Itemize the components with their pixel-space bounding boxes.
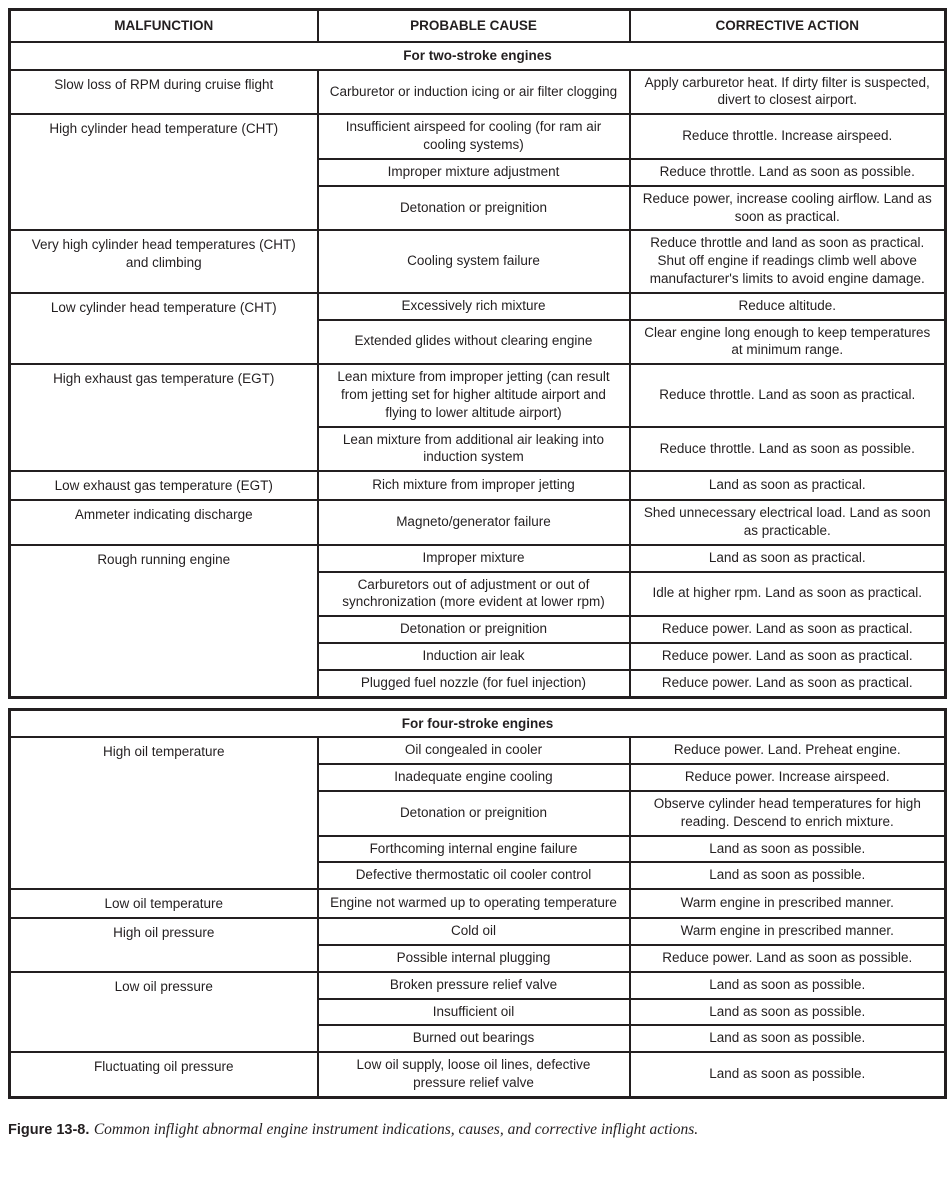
probable-cause-cell: Detonation or preignition <box>318 791 630 836</box>
table-row <box>10 364 946 426</box>
probable-cause-cell: Engine not warmed up to operating temperature <box>318 889 630 918</box>
corrective-action-cell: Idle at higher rpm. Land as soon as practical. <box>630 572 946 617</box>
table-separator <box>8 699 944 708</box>
malfunction-cell: Low exhaust gas temperature (EGT) <box>10 471 318 500</box>
column-header-probable-cause: PROBABLE CAUSE <box>318 10 630 42</box>
corrective-action-cell: Warm engine in prescribed manner. <box>630 918 946 945</box>
probable-cause-cell: Extended glides without clearing engine <box>318 320 630 365</box>
malfunction-cell: High exhaust gas temperature (EGT) <box>10 364 318 471</box>
malfunction-cell: Low cylinder head temperature (CHT) <box>10 293 318 364</box>
probable-cause-cell: Inadequate engine cooling <box>318 764 630 791</box>
table-row <box>10 230 946 292</box>
probable-cause-cell: Magneto/generator failure <box>318 500 630 545</box>
column-header-malfunction: MALFUNCTION <box>10 10 318 42</box>
probable-cause-cell: Detonation or preignition <box>318 616 630 643</box>
probable-cause-cell: Defective thermostatic oil cooler control <box>318 862 630 889</box>
probable-cause-cell: Cooling system failure <box>318 230 630 292</box>
malfunction-cell: Fluctuating oil pressure <box>10 1052 318 1097</box>
malfunction-cell: Slow loss of RPM during cruise flight <box>10 70 318 115</box>
table-row <box>10 293 946 320</box>
corrective-action-cell: Land as soon as practical. <box>630 471 946 500</box>
column-header-row <box>10 10 946 42</box>
corrective-action-cell: Land as soon as possible. <box>630 862 946 889</box>
probable-cause-cell: Detonation or preignition <box>318 186 630 231</box>
section-title-row <box>10 709 946 737</box>
table-row <box>10 1052 946 1097</box>
corrective-action-cell: Land as soon as possible. <box>630 1052 946 1097</box>
corrective-action-cell: Reduce power. Increase airspeed. <box>630 764 946 791</box>
section-title: For four-stroke engines <box>10 709 946 737</box>
probable-cause-cell: Forthcoming internal engine failure <box>318 836 630 863</box>
corrective-action-cell: Reduce throttle. Increase airspeed. <box>630 114 946 159</box>
probable-cause-cell: Low oil supply, loose oil lines, defective pressure relief valve <box>318 1052 630 1097</box>
figure-caption-text: Common inflight abnormal engine instrument indications, causes, and corrective inflight actions. <box>93 1120 699 1138</box>
two-stroke-engines-table <box>8 8 947 699</box>
corrective-action-cell: Reduce power, increase cooling airflow. Land as soon as practical. <box>630 186 946 231</box>
corrective-action-cell: Reduce power. Land as soon as practical. <box>630 670 946 697</box>
probable-cause-cell: Insufficient airspeed for cooling (for ram air cooling systems) <box>318 114 630 159</box>
probable-cause-cell: Oil congealed in cooler <box>318 737 630 764</box>
corrective-action-cell: Reduce power. Land as soon as practical. <box>630 643 946 670</box>
malfunction-cell: High oil pressure <box>10 918 318 972</box>
corrective-action-cell: Reduce altitude. <box>630 293 946 320</box>
probable-cause-cell: Broken pressure relief valve <box>318 972 630 999</box>
probable-cause-cell: Induction air leak <box>318 643 630 670</box>
probable-cause-cell: Excessively rich mixture <box>318 293 630 320</box>
corrective-action-cell: Land as soon as possible. <box>630 999 946 1026</box>
corrective-action-cell: Land as soon as possible. <box>630 836 946 863</box>
corrective-action-cell: Reduce throttle. Land as soon as possible. <box>630 159 946 186</box>
table-row <box>10 918 946 945</box>
corrective-action-cell: Land as soon as practical. <box>630 545 946 572</box>
table-row <box>10 70 946 115</box>
probable-cause-cell: Carburetors out of adjustment or out of synchronization (more evident at lower rpm) <box>318 572 630 617</box>
malfunction-cell: Low oil pressure <box>10 972 318 1052</box>
section-title-row <box>10 42 946 70</box>
corrective-action-cell: Land as soon as possible. <box>630 972 946 999</box>
probable-cause-cell: Rich mixture from improper jetting <box>318 471 630 500</box>
probable-cause-cell: Carburetor or induction icing or air filter clogging <box>318 70 630 115</box>
corrective-action-cell: Clear engine long enough to keep temperatures at minimum range. <box>630 320 946 365</box>
corrective-action-cell: Reduce power. Land as soon as practical. <box>630 616 946 643</box>
table-row <box>10 889 946 918</box>
malfunction-cell: High oil temperature <box>10 737 318 889</box>
malfunction-cell: Low oil temperature <box>10 889 318 918</box>
figure-caption <box>8 1121 944 1139</box>
corrective-action-cell: Land as soon as possible. <box>630 1025 946 1052</box>
malfunction-cell: Ammeter indicating discharge <box>10 500 318 545</box>
corrective-action-cell: Reduce throttle. Land as soon as practical. <box>630 364 946 426</box>
table-row <box>10 114 946 159</box>
corrective-action-cell: Apply carburetor heat. If dirty filter is suspected, divert to closest airport. <box>630 70 946 115</box>
table-row <box>10 471 946 500</box>
probable-cause-cell: Lean mixture from additional air leaking into induction system <box>318 427 630 472</box>
figure-caption-label: Figure 13-8. <box>8 1121 90 1138</box>
corrective-action-cell: Shed unnecessary electrical load. Land as soon as practicable. <box>630 500 946 545</box>
table-row <box>10 972 946 999</box>
malfunction-cell: High cylinder head temperature (CHT) <box>10 114 318 230</box>
four-stroke-engines-table <box>8 708 947 1099</box>
table-row <box>10 500 946 545</box>
probable-cause-cell: Improper mixture adjustment <box>318 159 630 186</box>
corrective-action-cell: Reduce throttle and land as soon as practical. Shut off engine if readings climb well above manufacturer's limits to avoid engine damage. <box>630 230 946 292</box>
corrective-action-cell: Warm engine in prescribed manner. <box>630 889 946 918</box>
probable-cause-cell: Improper mixture <box>318 545 630 572</box>
malfunction-cell: Very high cylinder head temperatures (CHT) and climbing <box>10 230 318 292</box>
probable-cause-cell: Possible internal plugging <box>318 945 630 972</box>
probable-cause-cell: Burned out bearings <box>318 1025 630 1052</box>
section-title: For two-stroke engines <box>10 42 946 70</box>
table-row <box>10 545 946 572</box>
corrective-action-cell: Reduce power. Land. Preheat engine. <box>630 737 946 764</box>
corrective-action-cell: Reduce power. Land as soon as possible. <box>630 945 946 972</box>
probable-cause-cell: Cold oil <box>318 918 630 945</box>
corrective-action-cell: Reduce throttle. Land as soon as possible. <box>630 427 946 472</box>
corrective-action-cell: Observe cylinder head temperatures for high reading. Descend to enrich mixture. <box>630 791 946 836</box>
probable-cause-cell: Lean mixture from improper jetting (can result from jetting set for higher altitude airport and flying to lower altitude airport) <box>318 364 630 426</box>
probable-cause-cell: Plugged fuel nozzle (for fuel injection) <box>318 670 630 697</box>
column-header-corrective-action: CORRECTIVE ACTION <box>630 10 946 42</box>
table-row <box>10 737 946 764</box>
probable-cause-cell: Insufficient oil <box>318 999 630 1026</box>
malfunction-cell: Rough running engine <box>10 545 318 697</box>
